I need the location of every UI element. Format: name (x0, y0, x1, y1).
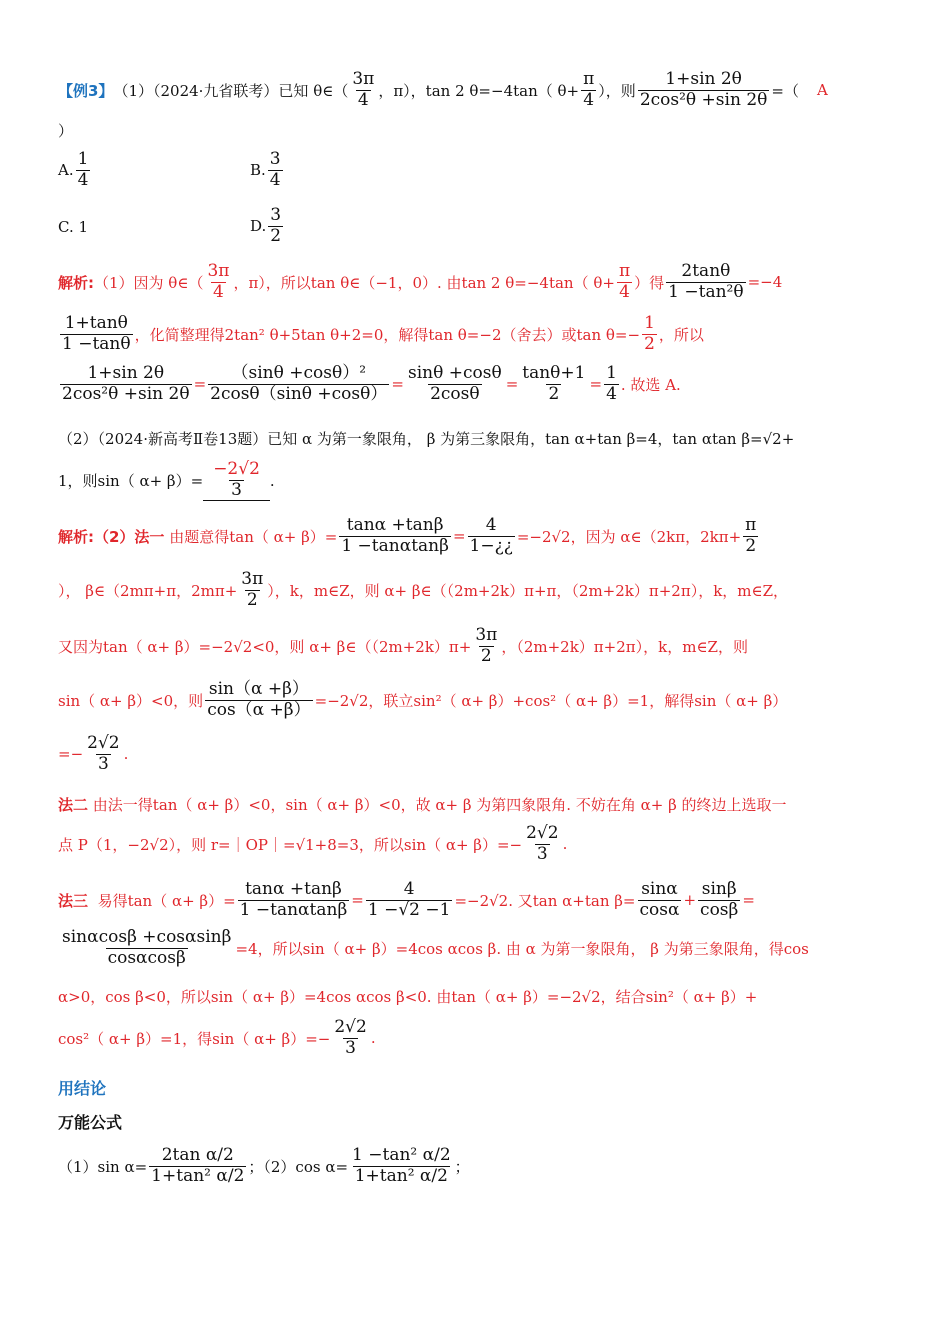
conclusion-title: 用结论 (58, 1079, 107, 1098)
fraction-3pi-4: $\frac{3\pi}{4}$ (352, 69, 375, 110)
example-text-3: ），则 (598, 81, 636, 100)
option-b: B. $\frac{3}{4}$ (250, 149, 281, 190)
method1-line-2: ）， β∈（2mπ+π，2mπ+ $\frac{3\pi}{2}$ ），k，m∈Z，则 α+ β∈（（2m+2k）π+π，（2m+2k）π+2π），k，m∈Z， (58, 569, 789, 610)
answer-a: A (816, 81, 828, 100)
example-line-1 (58, 70, 828, 110)
conclusion-subtitle: 万能公式 (58, 1113, 123, 1132)
solution1-line-3: $\frac{1+\sin 2\theta}{\text{2cos²θ +sin 2θ}}$ = $\frac{\text{（sinθ +cosθ）²}}{2\cos\theta(\sin\theta +\cos\theta)}$ = $\frac{\sin\theta +\cos\theta}{2\cos\theta}$ = $\frac{\tan\theta+1}{2}$ = $\frac{1}{4}$ . 故选 A. (62, 363, 681, 404)
method1-line-3: 又因为tan（ α+ β）=−2√2<0，则 α+ β∈（（2m+2k）π+ $\frac{3\pi}{2}$ ，（2m+2k）π+2π），k，m∈Z，则 (58, 625, 748, 666)
universal-formula: （1）sin α= $\frac{\text{2tan α/2}}{\text{1+tan² α/2}}$ ；（2）cos α= $\frac{\text{1 −tan² α/2}}{\text{1+tan² α/2}}$ ； (58, 1145, 470, 1186)
method1-line-1: 解析:（2）法一 由题意得tan（ α+ β）= $\frac{\tan\alpha +\tan\beta}{1 -\tan\alpha\tan\beta}$ = $\frac{4}{1-¿¿}$ =−2√2，因为 α∈（2kπ，2kπ+ $\frac{\pi}{2}$ (58, 515, 757, 556)
solution1-line-2: $\frac{1+\tan\theta}{1 -\tan\theta}$ ，化简整理得2tan² θ+5tan θ+2=0，解得tan θ=−2（舍去）或tan θ=− $\frac{1}{2}$ ，所以 (62, 313, 704, 354)
part2-line-2: 1，则sin（ α+ β）= $\frac{-2√2}{3}$ . (58, 459, 275, 500)
solution1-line-1: 解析: （1）因为 θ∈（ $\frac{3\pi}{4}$ ，π），所以tan θ∈（−1，0）. 由tan 2 θ=−4tan（ θ+ $\frac{\pi}{4}$ ）得 $\frac{2\tan\theta}{\text{1 −tan²θ}}$ =−4 (58, 261, 783, 302)
method1-line-4: sin（ α+ β）<0，则 $\frac{\sin(\alpha +\beta)}{\cos(\alpha +\beta)}$ =−2√2，联立sin²（ α+ β）+cos²（ α+ β）=1，解得sin（ α+ β） (58, 679, 788, 720)
method2-line-2: 点 P（1，−2√2），则 r=｜OP｜=√1+8=3，所以sin（ α+ β）=− $\frac{2√2}{3}$ . (58, 823, 568, 864)
method2-line-1: 法二 由法一得tan（ α+ β）<0，sin（ α+ β）<0，故 α+ β 为第四象限角. 不妨在角 α+ β 的终边上选取一 (58, 796, 787, 814)
paren-open: =（ (771, 81, 799, 100)
option-d: D. $\frac{3}{2}$ (250, 205, 282, 246)
method3-line-3: α>0，cos β<0，所以sin（ α+ β）=4cos αcos β<0. 由tan（ α+ β）=−2√2，结合sin²（ α+ β）+ (58, 988, 758, 1006)
option-a: A. $\frac{1}{4}$ (58, 149, 89, 190)
method3-line-4: cos²（ α+ β）=1，得sin（ α+ β）=− $\frac{2√2}{3}$ . (58, 1017, 376, 1058)
method1-line-5: =− $\frac{2√2}{3}$ . (58, 733, 129, 774)
part2-line-1: （2）（2024·新高考Ⅱ卷13题）已知 α 为第一象限角， β 为第三象限角，tan α+tan β=4，tan αtan β=√2+ (58, 430, 795, 448)
example-label: 【例3】 (58, 81, 114, 100)
example-text-1: （1）（2024·九省联考）已知 θ∈（ (113, 81, 349, 100)
paren-close: ） (58, 122, 74, 140)
example-text-2: ，π），tan 2 θ=−4tan（ θ+ (378, 81, 580, 100)
method3-line-1: 法三 易得tan（ α+ β）= $\frac{\tan\alpha +\tan\beta}{1 -\tan\alpha\tan\beta}$ = $\frac{4}{1 -√2 -1}$ =−2√2. 又tan α+tan β= $\frac{\sin\alpha}{\cos\alpha}$ + $\frac{\sin\beta}{\cos\beta}$ = (58, 879, 755, 920)
target-expression: $\frac{1+\sin 2\theta}{\text{2cos²θ +sin 2θ}}$ (639, 69, 768, 110)
method3-line-2: $\frac{\sin\alpha\cos\beta +\cos\alpha\sin\beta}{\cos\alpha\cos\beta}$ =4，所以sin（ α+ β）=4cos αcos β. 由 α 为第一象限角， β 为第三象限角，得cos (62, 927, 809, 968)
fraction-pi-4: $\frac{\pi}{4}$ (583, 69, 595, 110)
option-c: C. 1 (58, 218, 89, 236)
